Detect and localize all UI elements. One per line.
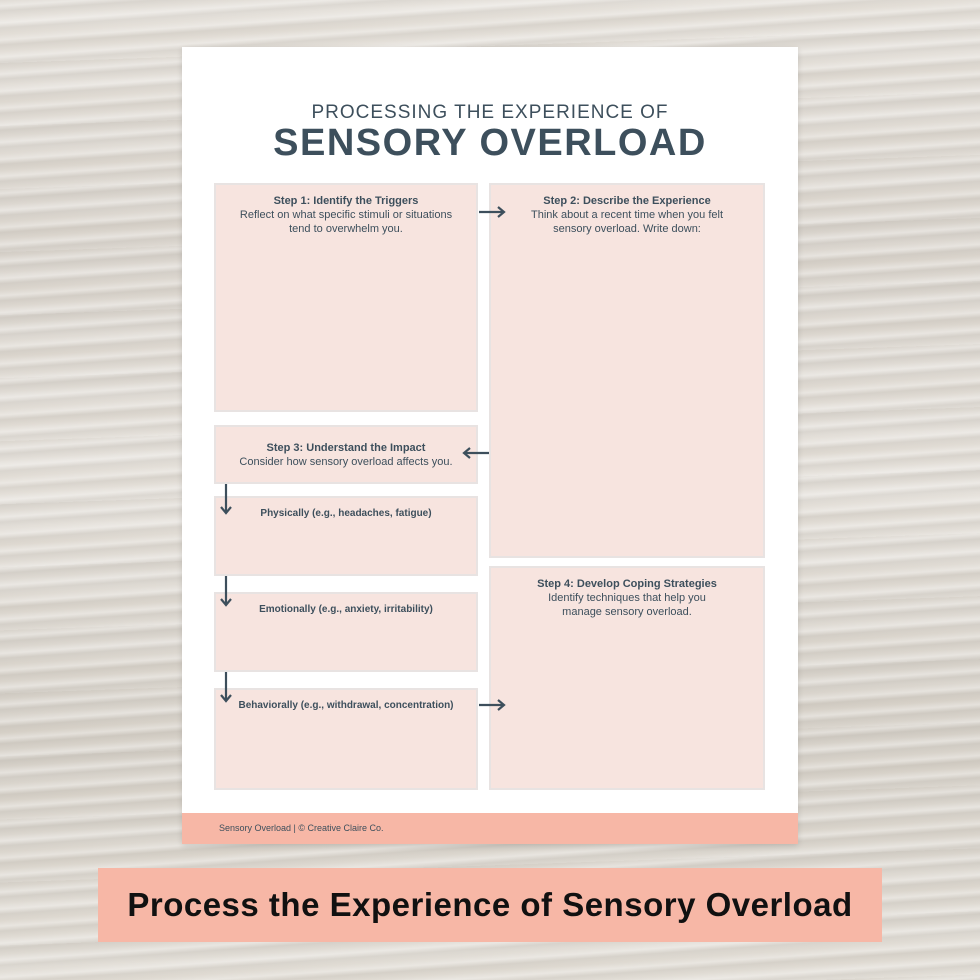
arrow-left-icon xyxy=(460,446,490,460)
step1-box[interactable] xyxy=(214,183,478,412)
page-footer xyxy=(182,813,798,844)
physically-label: Physically (e.g., headaches, fatigue) xyxy=(260,508,432,519)
footer-text: Sensory Overload | © Creative Claire Co. xyxy=(219,823,384,833)
step4-box[interactable] xyxy=(489,566,765,790)
step2-heading: Step 2: Describe the Experience xyxy=(543,195,711,207)
arrow-down-icon xyxy=(219,576,233,608)
title-small: PROCESSING THE EXPERIENCE OF xyxy=(311,102,669,123)
caption-banner xyxy=(98,868,882,942)
arrow-right-icon xyxy=(478,698,508,712)
step1-description: Reflect on what specific stimuli or situations tend to overwhelm you. xyxy=(239,209,453,235)
arrow-down-icon xyxy=(219,672,233,704)
behaviorally-box[interactable] xyxy=(214,688,478,790)
step3-heading: Step 3: Understand the Impact xyxy=(266,442,426,454)
step2-box[interactable] xyxy=(489,183,765,558)
step3-box[interactable] xyxy=(214,425,478,484)
arrow-right-icon xyxy=(478,205,508,219)
behaviorally-label: Behaviorally (e.g., withdrawal, concentration) xyxy=(238,700,454,711)
arrow-down-icon xyxy=(219,484,233,516)
step3-description: Consider how sensory overload affects you. xyxy=(239,456,453,468)
step4-heading: Step 4: Develop Coping Strategies xyxy=(537,578,717,590)
caption-text: Process the Experience of Sensory Overload xyxy=(127,886,853,923)
worksheet-page xyxy=(182,47,798,844)
step2-description: Think about a recent time when you felt sensory overload. Write down: xyxy=(531,209,723,235)
step1-heading: Step 1: Identify the Triggers xyxy=(273,195,419,207)
step4-description: Identify techniques that help you manage sensory overload. xyxy=(548,592,706,618)
emotionally-label: Emotionally (e.g., anxiety, irritability) xyxy=(259,604,433,615)
title-big: SENSORY OVERLOAD xyxy=(273,122,707,164)
emotionally-box[interactable] xyxy=(214,592,478,672)
physically-box[interactable] xyxy=(214,496,478,576)
